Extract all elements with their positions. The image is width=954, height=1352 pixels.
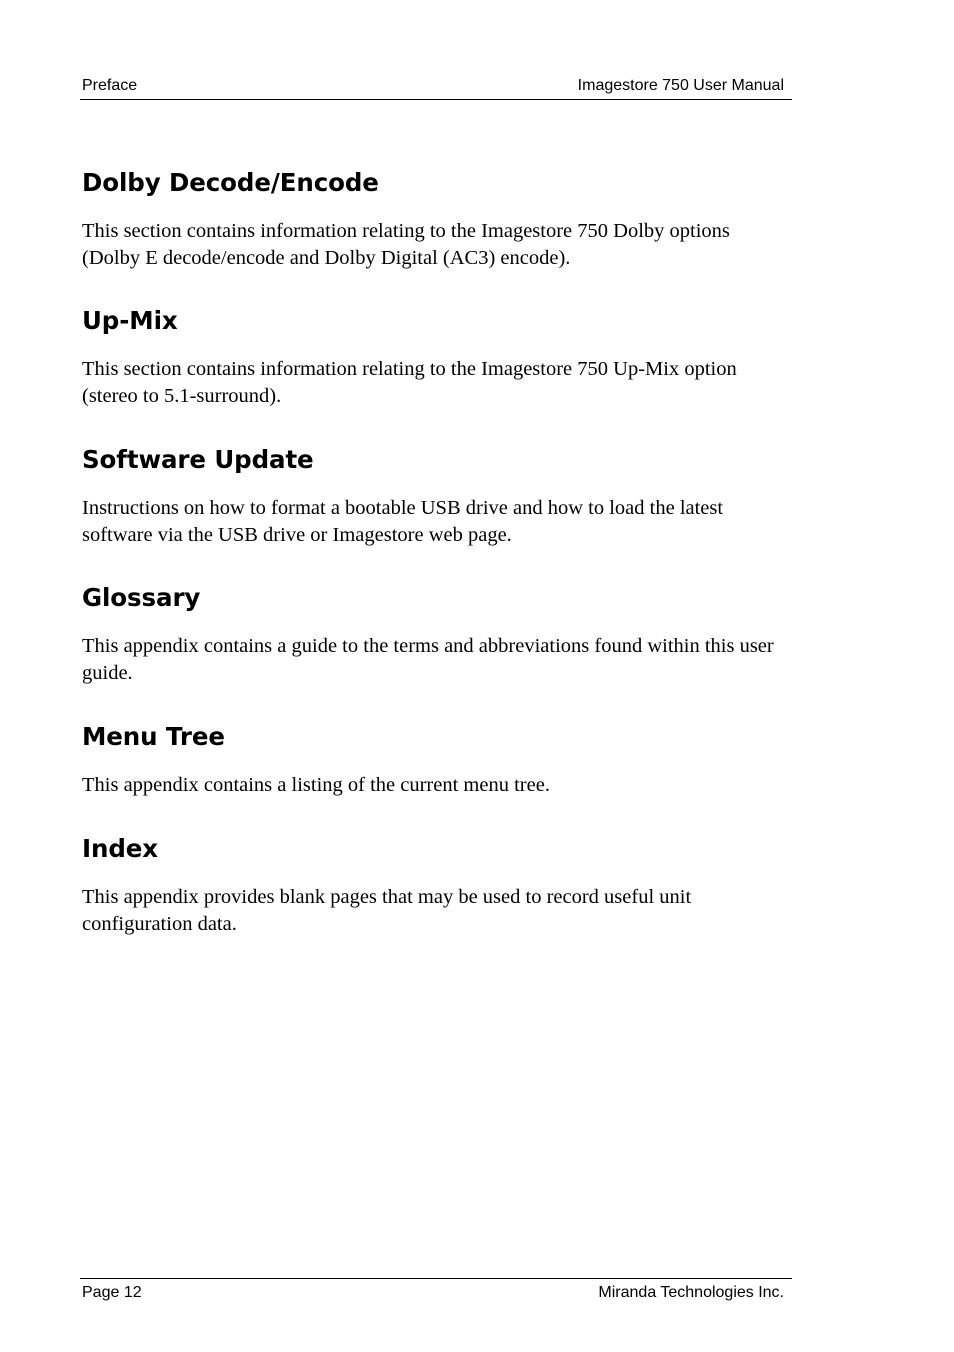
section-index (82, 834, 782, 937)
page-number: Page 12 (82, 1284, 142, 1301)
section-body: This section contains information relating to the Imagestore 750 Up-Mix option (stereo to 5.1-surround). (82, 358, 737, 407)
section-software-update (82, 445, 782, 548)
header-document-title: Imagestore 750 User Manual (577, 77, 784, 94)
section-body: This appendix provides blank pages that may be used to record useful unit configuration data. (82, 886, 692, 935)
section-menu-tree (82, 722, 782, 799)
section-heading: Index (82, 834, 159, 863)
page-header (80, 76, 792, 100)
section-heading: Menu Tree (82, 722, 225, 751)
section-heading: Dolby Decode/Encode (82, 168, 379, 197)
section-up-mix (82, 306, 782, 409)
section-glossary (82, 583, 782, 686)
section-body: This appendix contains a guide to the terms and abbreviations found within this user guide. (82, 635, 774, 684)
page-footer (80, 1278, 792, 1305)
header-section-name: Preface (82, 77, 138, 94)
footer-company: Miranda Technologies Inc. (598, 1284, 784, 1301)
section-dolby (82, 168, 782, 271)
section-body: Instructions on how to format a bootable USB drive and how to load the latest software via the USB drive or Imagestore web page. (82, 497, 724, 546)
section-heading: Software Update (82, 445, 314, 474)
section-heading: Glossary (82, 583, 201, 612)
section-heading: Up-Mix (82, 306, 178, 335)
section-body: This section contains information relating to the Imagestore 750 Dolby options (Dolby E decode/encode and Dolby Digital (AC3) encode). (82, 220, 730, 269)
section-body: This appendix contains a listing of the current menu tree. (82, 774, 550, 796)
